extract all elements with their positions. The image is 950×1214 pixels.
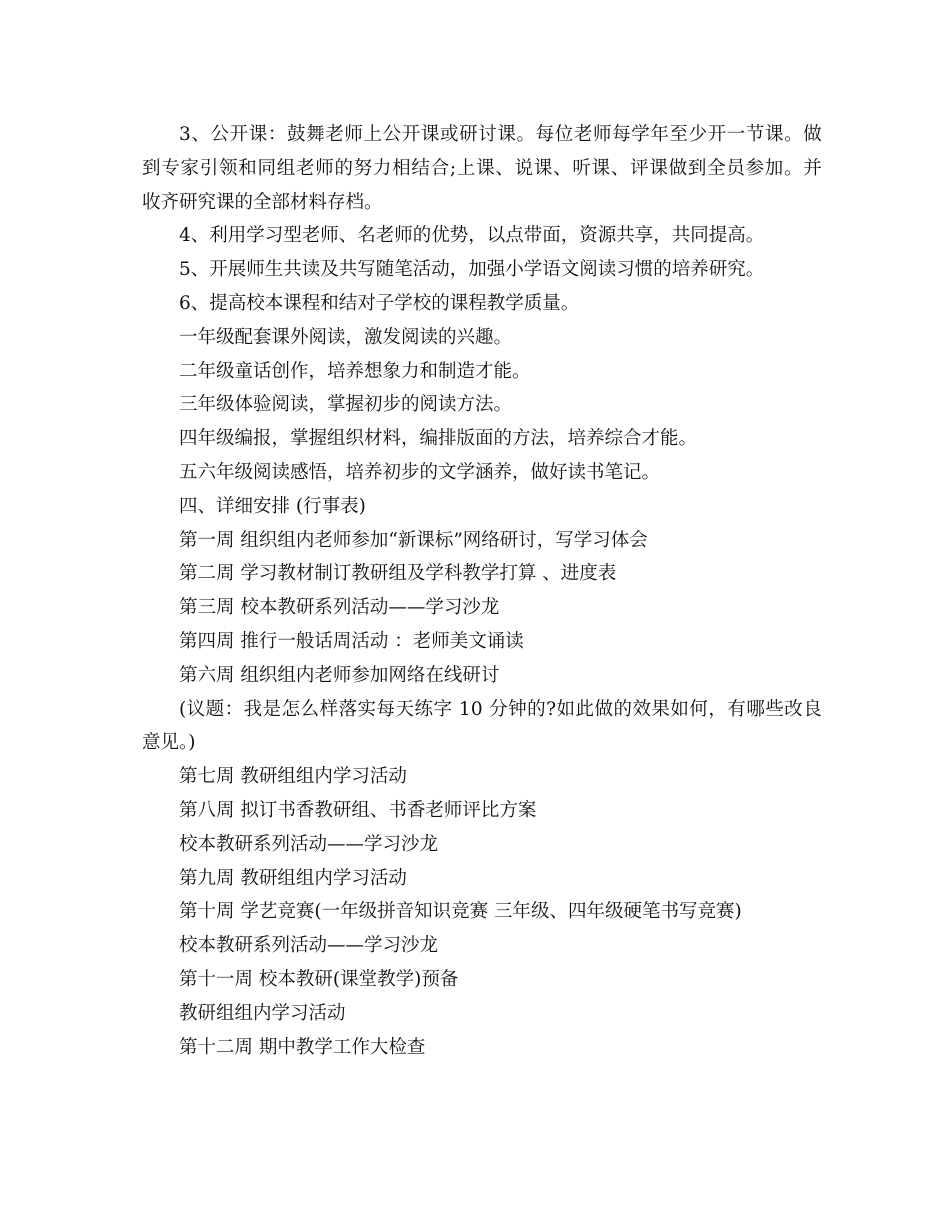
paragraph-line: 收齐研究课的全部材料存档。 (142, 191, 383, 213)
schedule-line: 教研组组内学习活动 (179, 1002, 346, 1024)
schedule-line: 第七周 教研组组内学习活动 (179, 766, 407, 788)
schedule-line: 第三周 校本教研系列活动——学习沙龙 (179, 597, 500, 619)
paragraph-line: 5、开展师生共读及共写随笔活动，加强小学语文阅读习惯的培养研究。 (179, 259, 765, 281)
paragraph-line: 3、公开课：鼓舞老师上公开课或研讨课。每位老师每学年至少开一节课。做 (179, 124, 822, 145)
paragraph-line: 6、提高校本课程和结对子学校的课程教学质量。 (179, 292, 580, 314)
section-heading: 四、详细安排 (行事表) (179, 495, 366, 517)
schedule-line: 第六周 组织组内老师参加网络在线研讨 (179, 664, 500, 686)
paragraph-line: 四年级编报，掌握组织材料，编排版面的方法，培养综合才能。 (179, 428, 698, 450)
schedule-line: 第二周 学习教材制订教研组及学科教学打算 、进度表 (179, 563, 617, 585)
schedule-line: 校本教研系列活动——学习沙龙 (179, 833, 439, 855)
paragraph-line: 二年级童话创作，培养想象力和制造才能。 (179, 360, 531, 382)
document-body (142, 118, 822, 1064)
schedule-line: 第十周 学艺竞赛(一年级拼音知识竞赛 三年级、四年级硬笔书写竞赛) (179, 901, 742, 923)
schedule-line: 第八周 拟订书香教研组、书香老师评比方案 (179, 799, 537, 821)
schedule-line: 第四周 推行一般话周活动 ：老师美文诵读 (179, 630, 524, 652)
schedule-line: 第十二周 期中教学工作大检查 (179, 1036, 426, 1058)
paragraph-line: 到专家引领和同组老师的努力相结合;上课、说课、听课、评课做到全员参加。并 (142, 157, 822, 179)
paragraph-line: 4、利用学习型老师、名老师的优势，以点带面，资源共享，共同提高。 (179, 225, 765, 247)
schedule-line: 第一周 组织组内老师参加“新课标”网络研讨，写学习体会 (179, 529, 648, 551)
paragraph-line: 一年级配套课外阅读，激发阅读的兴趣。 (179, 326, 513, 348)
schedule-line: 校本教研系列活动——学习沙龙 (179, 935, 439, 957)
schedule-line: 第十一周 校本教研(课堂教学)预备 (179, 968, 459, 990)
paragraph-line: 五六年级阅读感悟，培养初步的文学涵养，做好读书笔记。 (179, 461, 661, 483)
schedule-line: 第九周 教研组组内学习活动 (179, 867, 407, 889)
paragraph-line: 三年级体验阅读，掌握初步的阅读方法。 (179, 394, 513, 416)
paragraph-line: (议题：我是怎么样落实每天练字 10 分钟的?如此做的效果如何，有哪些改良 (179, 698, 822, 720)
paragraph-line: 意见。) (142, 732, 196, 754)
